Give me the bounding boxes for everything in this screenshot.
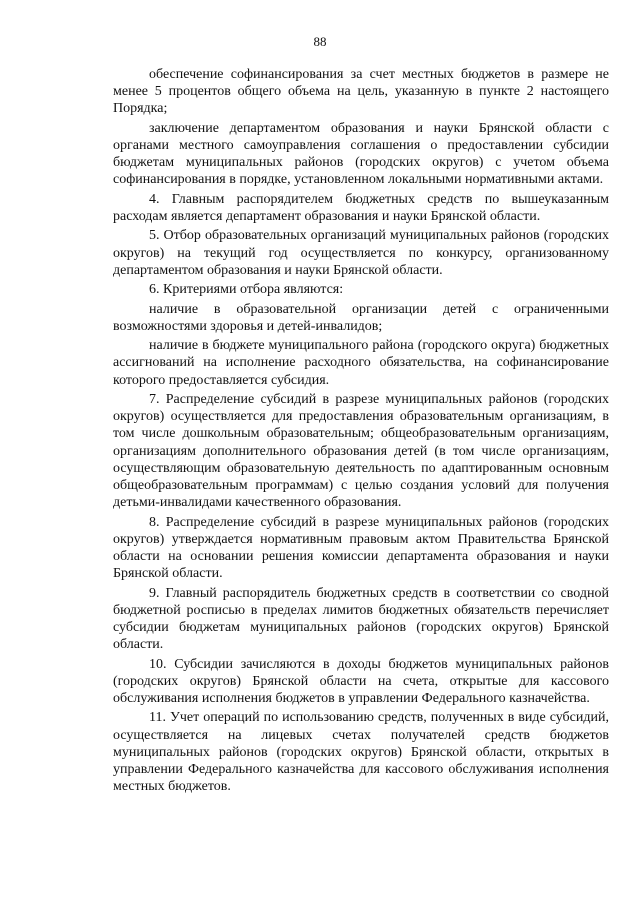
- paragraph-criterion-children: наличие в образовательной организации детей с ограниченными возможностями здоровья и детей-инвалидов;: [113, 301, 609, 334]
- paragraph-5-selection: 5. Отбор образовательных организаций муниципальных районов (городских округов) на текущий год осуществляется по конкурсу, организованному департаментом образования и науки Брянской области.: [113, 228, 609, 278]
- paragraph-8-approval: 8. Распределение субсидий в разрезе муниципальных районов (городских округов) утверждается нормативным правовым актом Правительства Брянской области на основании решения комиссии департамента образования и науки Брянской области.: [113, 514, 609, 582]
- document-body: [113, 66, 609, 798]
- paragraph-cofinancing: обеспечение софинансирования за счет местных бюджетов в размере не менее 5 процентов общего объема на цель, указанную в пункте 2 настоящего Порядка;: [113, 67, 609, 117]
- paragraph-11-accounting: 11. Учет операций по использованию средств, полученных в виде субсидий, осуществляется на лицевых счетах получателей средств бюджетов муниципальных районов (городских округов) Брянской области, открытых в управлении Федерального казначейства для кассового обслуживания исполнения местных бюджетов.: [113, 710, 609, 795]
- paragraph-criterion-budget: наличие в бюджете муниципального района (городского округа) бюджетных ассигнований на исполнение расходного обязательства, на софинансирование которого предоставляется субсидия.: [113, 338, 609, 388]
- paragraph-9-transfer: 9. Главный распорядитель бюджетных средств в соответствии со сводной бюджетной росписью в пределах лимитов бюджетных обязательств перечисляет субсидии бюджетам муниципальных районов (городских округов) Брянской области.: [113, 585, 609, 653]
- paragraph-agreement: заключение департаментом образования и науки Брянской области с органами местного самоуправления соглашения о предоставлении субсидии бюджетам муниципальных районов (городских округов) с учетом объема софинансирования в порядке, установленном локальными нормативными актами.: [113, 120, 609, 188]
- page-number: 88: [313, 34, 327, 49]
- paragraph-6-criteria: 6. Критериями отбора являются:: [149, 282, 344, 298]
- paragraph-4-main-administrator: 4. Главным распорядителем бюджетных средств по вышеуказанным расходам является департамент образования и науки Брянской области.: [113, 191, 609, 224]
- paragraph-10-crediting: 10. Субсидии зачисляются в доходы бюджетов муниципальных районов (городских округов) Брянской области на счета, открытые для кассового обслуживания исполнения бюджетов в управлении Федерального казначейства.: [113, 656, 609, 706]
- paragraph-7-distribution: 7. Распределение субсидий в разрезе муниципальных районов (городских округов) осуществляется для предоставления образовательным организациям, в том числе дошкольным образовательным; общеобразовательным организациям, организациям дополнительного образования детей (в том числе организациям, осуществляющим образовательную деятельность по адаптированным основным общеобразовательным программам) с целью создания условий для получения детьми-инвалидами качественного образования.: [113, 391, 609, 511]
